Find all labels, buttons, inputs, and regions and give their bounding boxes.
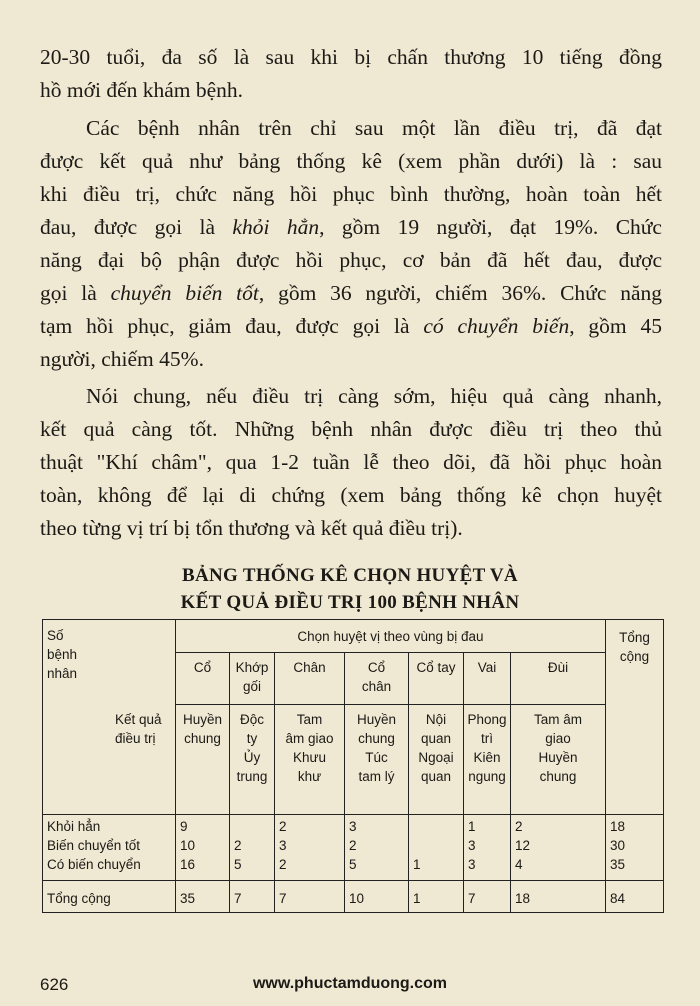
text-run: Số [47,628,64,643]
corner-bottom-label [115,710,162,748]
text-line: được kết quả như bảng thống kê (xem phần dưới) là : sau [40,149,662,173]
paragraph-1 [40,41,662,107]
table-title-line-1: BẢNG THỐNG KÊ CHỌN HUYỆT VÀ [182,565,518,586]
region-name: chân [361,679,392,694]
statistics-table [42,619,664,913]
row-labels-cell [43,815,176,881]
text-line: khi điều trị, chức năng hồi phục bình thường, hoàn toàn hết [40,182,662,206]
region-name: Chân [293,660,326,675]
acupoint-name: chung [539,769,577,784]
acupoint-name: âm giao [285,731,334,746]
grand-total-cell: 84 [606,881,664,913]
row-label: Biến chuyển tốt [47,838,141,853]
term-chuyen-bien-tot: chuyển biến tốt [110,281,259,305]
row-label: Có biến chuyển [47,857,141,872]
text-line: Các bệnh nhân trên chỉ sau một lần điều trị, đã đạt [86,116,662,140]
text-run: gọi là [40,281,111,305]
region-header-cell [275,653,345,705]
acupoint-cell [230,705,275,815]
acupoint-name: chung [358,731,395,746]
text-line: Nói chung, nếu điều trị càng sớm, hiệu quả càng nhanh, [86,384,662,408]
text-line: theo từng vị trí bị tổn thương và kết quả điều trị). [40,516,463,540]
text-run: cộng [619,649,650,664]
value: 10 [180,838,196,853]
total-label-cell: Tổng cộng [43,881,176,913]
value: 2 [279,857,287,872]
data-row [43,815,664,881]
acupoint-name: Phong [467,712,507,727]
acupoint-name: trì [481,731,493,746]
row-total: 35 [610,857,626,872]
column-total-cell: 7 [275,881,345,913]
text-run: , gồm 36 người, chiếm 36%. Chức năng [258,281,662,305]
term-khoi-han: khỏi hẳn [232,215,320,239]
region-header-cell [230,653,275,705]
region-name: Đùi [547,660,569,675]
value: 12 [515,838,531,853]
value: 3 [279,838,287,853]
corner-top-label [47,626,77,683]
value: 5 [349,857,357,872]
acupoint-name: trung [236,769,268,784]
acupoint-name: Huyền [182,712,223,727]
region-name: Cổ [367,660,386,675]
value-cell [409,815,464,881]
text-line: kết quả càng tốt. Những bệnh nhân được điều trị theo thủ [40,417,662,441]
acupoint-name: ty [246,731,258,746]
acupoint-cell [176,705,230,815]
region-header-cell [464,653,511,705]
column-total-cell: 18 [511,881,606,913]
acupoint-name: chung [184,731,221,746]
paragraph-3 [40,380,662,545]
term-co-chuyen-bien: có chuyển biến [423,314,570,338]
acupoint-name: khư [297,769,322,784]
value: 2 [234,838,242,853]
value-cell [345,815,409,881]
acupoint-name: Tam âm [533,712,582,727]
value: 2 [349,838,357,853]
text-line: 20-30 tuổi, đa số là sau khi bị chấn thương 10 tiếng đồng [40,45,662,69]
row-total: 18 [610,819,626,834]
page-number: 626 [40,975,69,994]
total-header-cell [606,620,664,815]
value: 5 [234,857,242,872]
website-footer: www.phuctamduong.com [252,975,448,992]
value: 1 [468,819,476,834]
region-name: Vai [477,660,497,675]
region-name: Cổ tay [416,660,456,675]
value-cell [511,815,606,881]
text-run: , gồm 19 người, đạt 19%. Chức [319,215,662,239]
value: 2 [515,819,523,834]
text-line [40,211,662,244]
value: 4 [515,857,523,872]
value [413,836,463,855]
acupoint-name: Khưu [292,750,327,765]
value-cell [464,815,511,881]
paragraph-2 [40,112,662,376]
text-line: toàn, không để lại di chứng (xem bảng thống kê chọn huyệt [40,483,662,507]
row-total: 30 [610,838,626,853]
text-line: thuật "Khí châm", qua 1-2 tuần lễ theo dõi, đã hồi phục hoàn [40,450,662,474]
region-header-cell [409,653,464,705]
text-run: Tổng [619,630,650,645]
value: 9 [180,819,188,834]
value: 3 [468,838,476,853]
text-run: điều trị [115,731,156,746]
acupoint-cell [511,705,606,815]
column-total-cell: 10 [345,881,409,913]
region-header-cell [345,653,409,705]
acupoint-name: Túc [365,750,388,765]
acupoint-cell [275,705,345,815]
text-run: , gồm 45 [569,314,663,338]
acupoint-cell [345,705,409,815]
acupoint-name: Kiên [473,750,501,765]
acupoint-name: Ủy [243,750,261,765]
value: 3 [349,819,357,834]
text-line [40,277,662,310]
group-header-cell: Chọn huyệt vị theo vùng bị đau [176,620,606,653]
value: 1 [413,857,421,872]
value-cell [275,815,345,881]
value-cell [176,815,230,881]
text-line: người, chiếm 45%. [40,347,204,371]
region-name: Cổ [193,660,212,675]
table-corner-cell [43,620,176,815]
acupoint-name: ngung [468,769,506,784]
acupoint-name: Huyền [356,712,397,727]
text-run: Kết quả [115,712,162,727]
acupoint-cell [464,705,511,815]
acupoint-cell [409,705,464,815]
text-line: hồ mới đến khám bệnh. [40,78,244,102]
table-title-line-2: KẾT QUẢ ĐIỀU TRỊ 100 BỆNH NHÂN [180,592,520,613]
column-total-cell: 7 [464,881,511,913]
acupoint-name: Độc [239,712,264,727]
text-line: năng đại bộ phận được hồi phục, cơ bản đã hết đau, được [40,248,662,272]
text-run: bệnh [47,647,78,662]
region-name: Khớp [235,660,269,675]
row-total-cell [606,815,664,881]
row-label: Khỏi hẳn [47,819,101,834]
region-header-cell [511,653,606,705]
text-run: đau, được gọi là [40,215,233,239]
region-header-cell [176,653,230,705]
acupoint-name: Tam [296,712,323,727]
total-row [43,881,664,913]
region-name: gối [242,679,261,694]
column-total-cell: 1 [409,881,464,913]
value-cell [230,815,275,881]
column-total-cell: 7 [230,881,275,913]
column-total-cell: 35 [176,881,230,913]
value [413,817,463,836]
value: 16 [180,857,196,872]
acupoint-name: tam lý [358,769,395,784]
acupoint-name: quan [420,769,452,784]
acupoint-name: Huyền [538,750,578,765]
value: 2 [279,819,287,834]
value: 3 [468,857,476,872]
acupoint-name: Ngoại [418,750,454,765]
value [234,817,274,836]
acupoint-name: giao [545,731,571,746]
text-run: nhân [47,666,78,681]
text-run: tạm hồi phục, giảm đau, được gọi là [40,314,424,338]
acupoint-name: Nội [425,712,447,727]
text-line [40,310,662,343]
acupoint-name: quan [420,731,452,746]
